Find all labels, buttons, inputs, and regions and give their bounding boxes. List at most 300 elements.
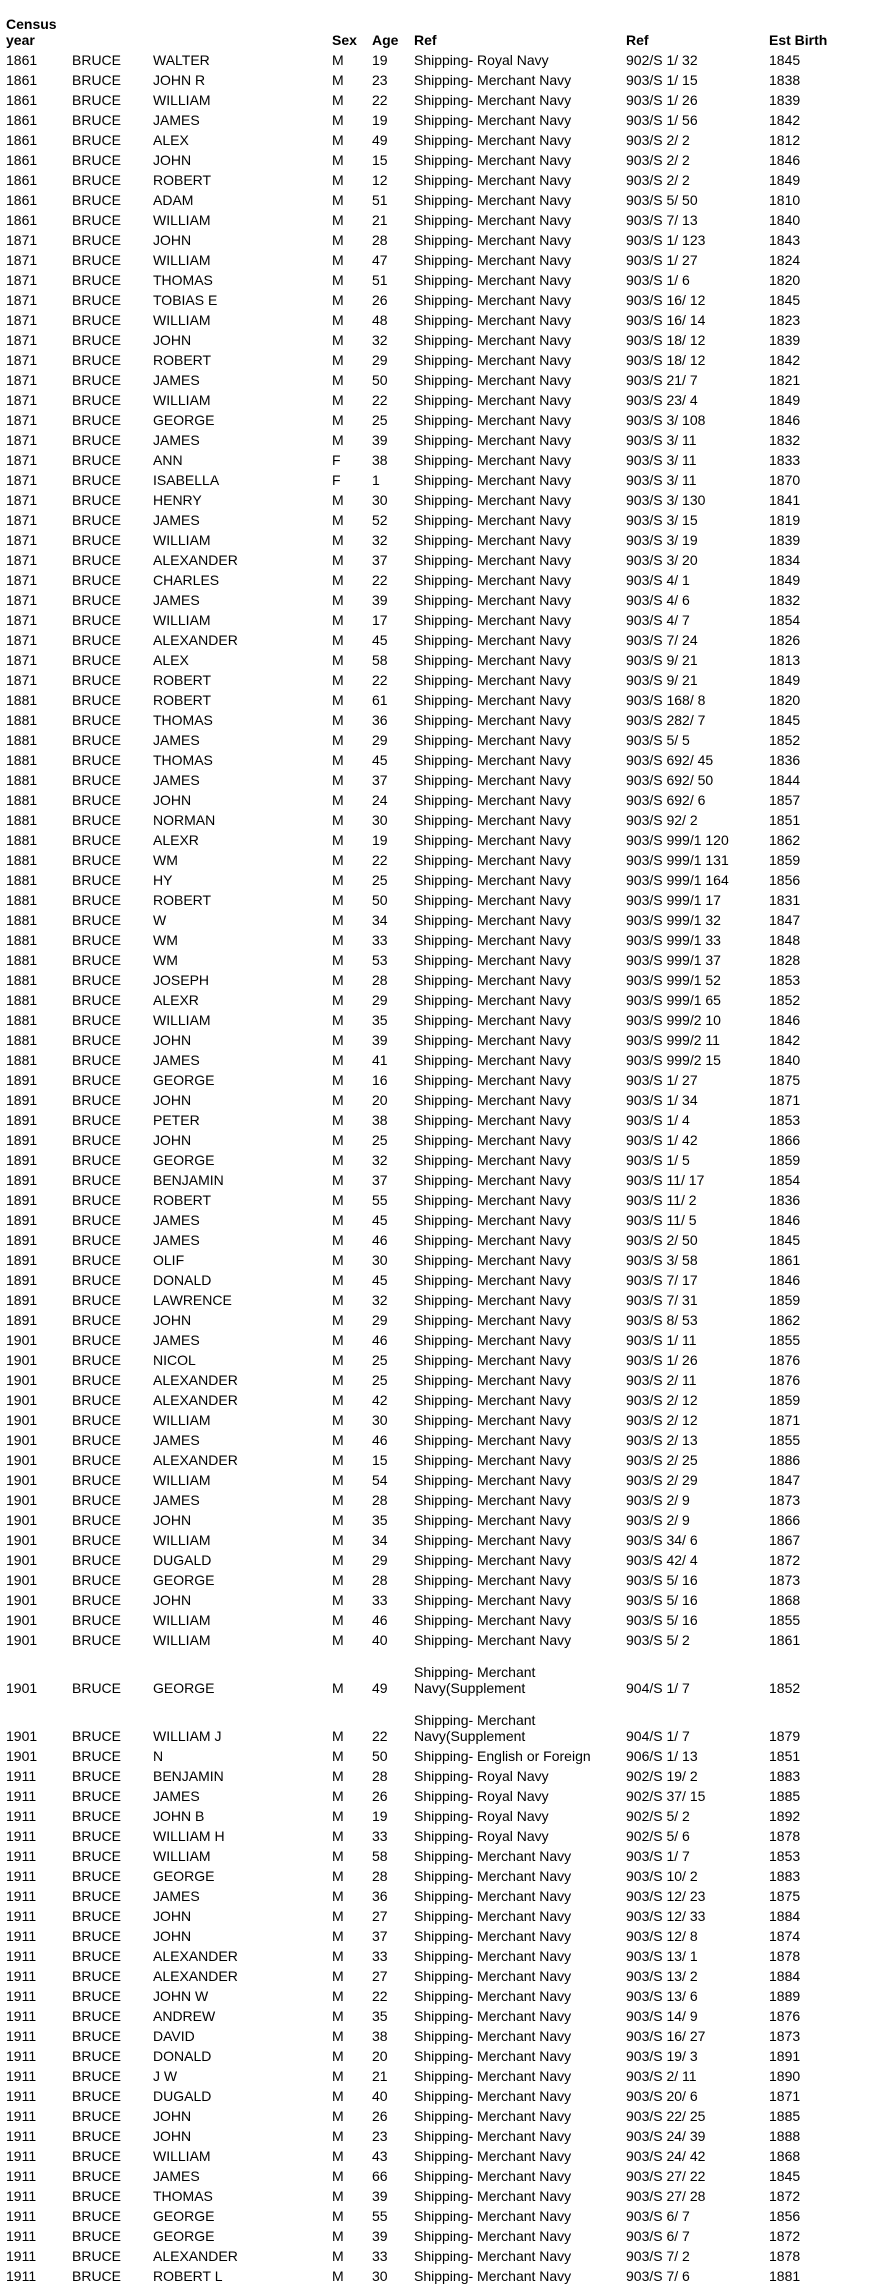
cell-est-birth: 1831 bbox=[769, 892, 801, 908]
cell-sex: M bbox=[332, 672, 344, 688]
cell-ref: 903/S 2/ 9 bbox=[626, 1492, 690, 1508]
cell-year: 1871 bbox=[6, 512, 38, 528]
cell-ref: 903/S 999/2 15 bbox=[626, 1052, 721, 1068]
cell-est-birth: 1847 bbox=[769, 1472, 801, 1488]
cell-forename: ALEXR bbox=[153, 992, 199, 1008]
cell-est-birth: 1881 bbox=[769, 2268, 801, 2284]
cell-age: 23 bbox=[372, 72, 388, 88]
cell-ref: 903/S 1/ 42 bbox=[626, 1132, 698, 1148]
cell-surname: BRUCE bbox=[72, 812, 122, 828]
cell-age: 33 bbox=[372, 1828, 388, 1844]
cell-forename: WILLIAM bbox=[153, 1612, 211, 1628]
cell-age: 38 bbox=[372, 1112, 388, 1128]
cell-occupation: Shipping- Merchant Navy bbox=[414, 1032, 572, 1048]
cell-ref: 903/S 3/ 19 bbox=[626, 532, 698, 548]
cell-age: 19 bbox=[372, 52, 388, 68]
cell-sex: M bbox=[332, 412, 344, 428]
cell-forename: NORMAN bbox=[153, 812, 216, 828]
cell-occupation: Shipping- Merchant Navy bbox=[414, 1592, 572, 1608]
cell-ref: 903/S 999/1 164 bbox=[626, 872, 729, 888]
cell-ref: 903/S 5/ 16 bbox=[626, 1572, 698, 1588]
cell-forename: JOHN W bbox=[153, 1988, 209, 2004]
cell-surname: BRUCE bbox=[72, 1412, 122, 1428]
cell-age: 40 bbox=[372, 2088, 388, 2104]
cell-surname: BRUCE bbox=[72, 1928, 122, 1944]
cell-occupation: Shipping- Merchant Navy bbox=[414, 2008, 572, 2024]
cell-sex: M bbox=[332, 1680, 344, 1696]
cell-year: 1891 bbox=[6, 1232, 38, 1248]
cell-est-birth: 1855 bbox=[769, 1612, 801, 1628]
cell-ref: 903/S 3/ 58 bbox=[626, 1252, 698, 1268]
census-table-body bbox=[6, 48, 876, 2284]
cell-occupation: Shipping- Merchant Navy bbox=[414, 1232, 572, 1248]
cell-age: 21 bbox=[372, 212, 388, 228]
cell-surname: BRUCE bbox=[72, 1252, 122, 1268]
cell-surname: BRUCE bbox=[72, 992, 122, 1008]
cell-forename: JOHN bbox=[153, 2128, 192, 2144]
table-row bbox=[6, 1408, 876, 1428]
cell-year: 1881 bbox=[6, 732, 38, 748]
cell-age: 19 bbox=[372, 832, 388, 848]
cell-sex: M bbox=[332, 1948, 344, 1964]
cell-ref: 903/S 1/ 27 bbox=[626, 252, 698, 268]
cell-ref: 903/S 24/ 39 bbox=[626, 2128, 706, 2144]
cell-ref: 903/S 999/1 52 bbox=[626, 972, 721, 988]
cell-occupation: Shipping- Merchant Navy bbox=[414, 352, 572, 368]
cell-surname: BRUCE bbox=[72, 1592, 122, 1608]
cell-forename: JAMES bbox=[153, 772, 200, 788]
cell-surname: BRUCE bbox=[72, 1512, 122, 1528]
cell-sex: M bbox=[332, 912, 344, 928]
cell-sex: M bbox=[332, 952, 344, 968]
table-row bbox=[6, 1628, 876, 1648]
cell-forename: WILLIAM bbox=[153, 1012, 211, 1028]
cell-sex: M bbox=[332, 2268, 344, 2284]
cell-year: 1911 bbox=[6, 2248, 37, 2264]
cell-forename: WILLIAM bbox=[153, 1412, 211, 1428]
cell-year: 1871 bbox=[6, 492, 38, 508]
cell-est-birth: 1810 bbox=[769, 192, 801, 208]
cell-occupation: Shipping- Merchant Navy bbox=[414, 2048, 572, 2064]
cell-age: 30 bbox=[372, 492, 388, 508]
cell-ref: 903/S 2/ 12 bbox=[626, 1392, 698, 1408]
cell-age: 27 bbox=[372, 1908, 388, 1924]
cell-year: 1861 bbox=[6, 212, 38, 228]
cell-sex: M bbox=[332, 892, 344, 908]
cell-age: 22 bbox=[372, 852, 388, 868]
cell-year: 1871 bbox=[6, 292, 38, 308]
cell-year: 1911 bbox=[6, 1888, 37, 1904]
cell-occupation: Shipping- Merchant Navy bbox=[414, 2128, 572, 2144]
cell-ref: 902/S 19/ 2 bbox=[626, 1768, 698, 1784]
cell-forename: ROBERT bbox=[153, 692, 212, 708]
cell-year: 1911 bbox=[6, 2168, 37, 2184]
cell-year: 1911 bbox=[6, 2268, 37, 2284]
table-row bbox=[6, 1468, 876, 1488]
cell-age: 22 bbox=[372, 392, 388, 408]
cell-forename: GEORGE bbox=[153, 2228, 215, 2244]
cell-occupation: Shipping- Merchant Navy bbox=[414, 2188, 572, 2204]
cell-occupation: Shipping- Merchant Navy bbox=[414, 952, 572, 968]
cell-sex: M bbox=[332, 232, 344, 248]
cell-age: 22 bbox=[372, 92, 388, 108]
cell-forename: WILLIAM bbox=[153, 1532, 211, 1548]
cell-sex: M bbox=[332, 2008, 344, 2024]
cell-surname: BRUCE bbox=[72, 772, 122, 788]
table-row bbox=[6, 1904, 876, 1924]
cell-forename: DUGALD bbox=[153, 1552, 212, 1568]
cell-age: 58 bbox=[372, 652, 388, 668]
cell-year: 1911 bbox=[6, 2028, 37, 2044]
cell-age: 61 bbox=[372, 692, 388, 708]
cell-year: 1891 bbox=[6, 1152, 38, 1168]
cell-year: 1891 bbox=[6, 1212, 38, 1228]
cell-age: 36 bbox=[372, 1888, 388, 1904]
table-row bbox=[6, 1388, 876, 1408]
cell-occupation: Shipping- Merchant Navy bbox=[414, 2068, 572, 2084]
cell-age: 41 bbox=[372, 1052, 388, 1068]
table-row bbox=[6, 888, 876, 908]
table-row bbox=[6, 1328, 876, 1348]
cell-year: 1901 bbox=[6, 1452, 38, 1468]
cell-year: 1911 bbox=[6, 1848, 37, 1864]
cell-sex: M bbox=[332, 1152, 344, 1168]
cell-occupation: Shipping- Merchant Navy bbox=[414, 1512, 572, 1528]
cell-forename: WALTER bbox=[153, 52, 210, 68]
cell-surname: BRUCE bbox=[72, 832, 122, 848]
cell-est-birth: 1851 bbox=[769, 1748, 801, 1764]
cell-age: 20 bbox=[372, 1092, 388, 1108]
cell-year: 1861 bbox=[6, 132, 38, 148]
cell-occupation: Shipping- Merchant Navy bbox=[414, 972, 572, 988]
table-row bbox=[6, 1348, 876, 1368]
cell-surname: BRUCE bbox=[72, 1680, 122, 1696]
table-row bbox=[6, 1548, 876, 1568]
table-row bbox=[6, 448, 876, 468]
cell-year: 1901 bbox=[6, 1532, 38, 1548]
table-row bbox=[6, 408, 876, 428]
cell-sex: M bbox=[332, 2228, 344, 2244]
cell-est-birth: 1872 bbox=[769, 2188, 801, 2204]
cell-age: 46 bbox=[372, 1332, 388, 1348]
table-row bbox=[6, 608, 876, 628]
cell-sex: M bbox=[332, 992, 344, 1008]
cell-ref: 903/S 2/ 50 bbox=[626, 1232, 698, 1248]
table-row bbox=[6, 1764, 876, 1784]
cell-sex: M bbox=[332, 1988, 344, 2004]
cell-est-birth: 1855 bbox=[769, 1432, 801, 1448]
cell-ref: 903/S 7/ 2 bbox=[626, 2248, 690, 2264]
cell-forename: JAMES bbox=[153, 592, 200, 608]
cell-ref: 903/S 16/ 12 bbox=[626, 292, 706, 308]
cell-forename: ROBERT bbox=[153, 172, 212, 188]
cell-ref: 903/S 2/ 2 bbox=[626, 172, 690, 188]
cell-sex: M bbox=[332, 152, 344, 168]
cell-occupation: Shipping- Merchant Navy bbox=[414, 1172, 572, 1188]
cell-occupation: Shipping- Royal Navy bbox=[414, 1828, 549, 1844]
cell-surname: BRUCE bbox=[72, 1948, 122, 1964]
cell-year: 1911 bbox=[6, 1868, 37, 1884]
cell-year: 1901 bbox=[6, 1572, 38, 1588]
cell-est-birth: 1884 bbox=[769, 1968, 801, 1984]
cell-forename: JOSEPH bbox=[153, 972, 210, 988]
cell-ref: 903/S 11/ 17 bbox=[626, 1172, 705, 1188]
cell-sex: M bbox=[332, 572, 344, 588]
cell-occupation: Shipping- Merchant Navy bbox=[414, 1292, 572, 1308]
cell-sex: M bbox=[332, 1252, 344, 1268]
table-row bbox=[6, 1308, 876, 1328]
cell-forename: W bbox=[153, 912, 167, 928]
cell-age: 22 bbox=[372, 1728, 388, 1744]
cell-occupation: Shipping- Merchant Navy bbox=[414, 1868, 572, 1884]
cell-forename: NICOL bbox=[153, 1352, 196, 1368]
cell-est-birth: 1885 bbox=[769, 1788, 801, 1804]
cell-year: 1901 bbox=[6, 1612, 38, 1628]
cell-sex: M bbox=[332, 2188, 344, 2204]
cell-age: 20 bbox=[372, 2048, 388, 2064]
table-row bbox=[6, 428, 876, 448]
cell-age: 32 bbox=[372, 532, 388, 548]
cell-forename: BENJAMIN bbox=[153, 1768, 224, 1784]
table-row bbox=[6, 1744, 876, 1764]
cell-ref: 903/S 4/ 1 bbox=[626, 572, 690, 588]
cell-forename: JOHN bbox=[153, 792, 192, 808]
cell-forename: WILLIAM bbox=[153, 1472, 211, 1488]
cell-ref: 903/S 999/1 32 bbox=[626, 912, 721, 928]
cell-forename: THOMAS bbox=[153, 2188, 213, 2204]
cell-year: 1871 bbox=[6, 632, 38, 648]
cell-ref: 903/S 13/ 2 bbox=[626, 1968, 698, 1984]
cell-occupation: Shipping- Merchant Navy bbox=[414, 1432, 572, 1448]
cell-est-birth: 1849 bbox=[769, 392, 801, 408]
cell-sex: M bbox=[332, 1512, 344, 1528]
cell-forename: GEORGE bbox=[153, 2208, 215, 2224]
cell-forename: GEORGE bbox=[153, 412, 215, 428]
cell-est-birth: 1852 bbox=[769, 1680, 801, 1696]
cell-sex: M bbox=[332, 1748, 344, 1764]
table-row bbox=[6, 1428, 876, 1448]
cell-occupation: Shipping- Merchant Navy bbox=[414, 832, 572, 848]
cell-surname: BRUCE bbox=[72, 432, 122, 448]
cell-forename: ALEXANDER bbox=[153, 632, 238, 648]
cell-occupation: Shipping- Merchant Navy(Supplement bbox=[414, 1712, 536, 1744]
cell-year: 1881 bbox=[6, 752, 38, 768]
cell-est-birth: 1853 bbox=[769, 972, 801, 988]
table-row bbox=[6, 1508, 876, 1528]
table-row bbox=[6, 648, 876, 668]
cell-occupation: Shipping- Merchant Navy bbox=[414, 532, 572, 548]
cell-age: 55 bbox=[372, 1192, 388, 1208]
cell-est-birth: 1879 bbox=[769, 1728, 801, 1744]
cell-sex: M bbox=[332, 1412, 344, 1428]
cell-forename: WILLIAM bbox=[153, 212, 211, 228]
cell-forename: OLIF bbox=[153, 1252, 185, 1268]
cell-surname: BRUCE bbox=[72, 712, 122, 728]
cell-sex: M bbox=[332, 2088, 344, 2104]
table-row bbox=[6, 628, 876, 648]
cell-occupation: Shipping- Merchant Navy bbox=[414, 2108, 572, 2124]
cell-surname: BRUCE bbox=[72, 1848, 122, 1864]
cell-occupation: Shipping- Merchant Navy bbox=[414, 1908, 572, 1924]
table-row bbox=[6, 2064, 876, 2084]
cell-surname: BRUCE bbox=[72, 1968, 122, 1984]
cell-ref: 903/S 2/ 25 bbox=[626, 1452, 698, 1468]
cell-ref: 903/S 7/ 6 bbox=[626, 2268, 690, 2284]
table-row bbox=[6, 728, 876, 748]
cell-est-birth: 1826 bbox=[769, 632, 801, 648]
cell-est-birth: 1838 bbox=[769, 72, 801, 88]
cell-est-birth: 1812 bbox=[769, 132, 801, 148]
cell-age: 37 bbox=[372, 1172, 388, 1188]
cell-occupation: Shipping- Royal Navy bbox=[414, 1808, 549, 1824]
cell-year: 1881 bbox=[6, 912, 38, 928]
cell-surname: BRUCE bbox=[72, 352, 122, 368]
cell-est-birth: 1868 bbox=[769, 1592, 801, 1608]
cell-ref: 903/S 20/ 6 bbox=[626, 2088, 698, 2104]
cell-surname: BRUCE bbox=[72, 1728, 122, 1744]
cell-surname: BRUCE bbox=[72, 1152, 122, 1168]
cell-sex: M bbox=[332, 2048, 344, 2064]
cell-age: 45 bbox=[372, 1212, 388, 1228]
cell-occupation: Shipping- Merchant Navy bbox=[414, 152, 572, 168]
cell-est-birth: 1841 bbox=[769, 492, 801, 508]
cell-sex: M bbox=[332, 1788, 344, 1804]
cell-ref: 903/S 21/ 7 bbox=[626, 372, 698, 388]
cell-sex: M bbox=[332, 1172, 344, 1188]
cell-est-birth: 1872 bbox=[769, 1552, 801, 1568]
cell-year: 1901 bbox=[6, 1432, 38, 1448]
cell-occupation: Shipping- Merchant Navy bbox=[414, 772, 572, 788]
table-row bbox=[6, 1588, 876, 1608]
cell-est-birth: 1857 bbox=[769, 792, 801, 808]
cell-est-birth: 1852 bbox=[769, 732, 801, 748]
cell-est-birth: 1862 bbox=[769, 1312, 801, 1328]
cell-occupation: Shipping- Merchant Navy bbox=[414, 1012, 572, 1028]
table-row bbox=[6, 1784, 876, 1804]
table-row bbox=[6, 1608, 876, 1628]
cell-forename: LAWRENCE bbox=[153, 1292, 232, 1308]
cell-est-birth: 1885 bbox=[769, 2108, 801, 2124]
cell-est-birth: 1859 bbox=[769, 1292, 801, 1308]
cell-age: 28 bbox=[372, 1572, 388, 1588]
cell-ref: 904/S 1/ 7 bbox=[626, 1728, 690, 1744]
cell-est-birth: 1843 bbox=[769, 232, 801, 248]
cell-surname: BRUCE bbox=[72, 1352, 122, 1368]
cell-ref: 903/S 999/1 120 bbox=[626, 832, 729, 848]
cell-sex: M bbox=[332, 1928, 344, 1944]
cell-forename: TOBIAS E bbox=[153, 292, 218, 308]
header-census-year-line2: year bbox=[6, 32, 35, 48]
table-row bbox=[6, 1964, 876, 1984]
cell-ref: 903/S 16/ 27 bbox=[626, 2028, 706, 2044]
cell-year: 1881 bbox=[6, 692, 38, 708]
cell-surname: BRUCE bbox=[72, 152, 122, 168]
cell-est-birth: 1878 bbox=[769, 1948, 801, 1964]
cell-sex: M bbox=[332, 1572, 344, 1588]
cell-year: 1911 bbox=[6, 1968, 37, 1984]
cell-sex: M bbox=[332, 1632, 344, 1648]
cell-forename: ISABELLA bbox=[153, 472, 220, 488]
cell-forename: GEORGE bbox=[153, 1072, 215, 1088]
cell-age: 30 bbox=[372, 2268, 388, 2284]
cell-ref: 903/S 34/ 6 bbox=[626, 1532, 698, 1548]
cell-est-birth: 1846 bbox=[769, 1272, 801, 1288]
cell-ref: 903/S 12/ 23 bbox=[626, 1888, 706, 1904]
cell-forename: JOHN bbox=[153, 1032, 192, 1048]
cell-est-birth: 1853 bbox=[769, 1112, 801, 1128]
cell-est-birth: 1854 bbox=[769, 612, 801, 628]
cell-forename: WM bbox=[153, 852, 178, 868]
cell-est-birth: 1846 bbox=[769, 152, 801, 168]
table-row bbox=[6, 1128, 876, 1148]
cell-sex: M bbox=[332, 1808, 344, 1824]
cell-forename: GEORGE bbox=[153, 1572, 215, 1588]
cell-ref: 903/S 1/ 11 bbox=[626, 1332, 697, 1348]
cell-ref: 903/S 18/ 12 bbox=[626, 352, 706, 368]
table-row bbox=[6, 1248, 876, 1268]
cell-year: 1911 bbox=[6, 2188, 37, 2204]
table-row bbox=[6, 568, 876, 588]
cell-occupation: Shipping- Merchant Navy bbox=[414, 392, 572, 408]
table-row bbox=[6, 2184, 876, 2204]
cell-age: 37 bbox=[372, 1928, 388, 1944]
cell-forename: JOHN bbox=[153, 2108, 192, 2124]
cell-surname: BRUCE bbox=[72, 112, 122, 128]
cell-sex: M bbox=[332, 772, 344, 788]
cell-year: 1871 bbox=[6, 572, 38, 588]
cell-ref: 903/S 3/ 11 bbox=[626, 472, 697, 488]
cell-sex: M bbox=[332, 92, 344, 108]
cell-surname: BRUCE bbox=[72, 1988, 122, 2004]
cell-forename: WILLIAM bbox=[153, 1848, 211, 1864]
cell-age: 25 bbox=[372, 872, 388, 888]
cell-surname: BRUCE bbox=[72, 952, 122, 968]
cell-age: 1 bbox=[372, 472, 380, 488]
cell-sex: M bbox=[332, 1312, 344, 1328]
cell-ref: 903/S 999/1 65 bbox=[626, 992, 721, 1008]
cell-est-birth: 1824 bbox=[769, 252, 801, 268]
cell-year: 1861 bbox=[6, 112, 38, 128]
cell-est-birth: 1861 bbox=[769, 1632, 801, 1648]
cell-year: 1881 bbox=[6, 872, 38, 888]
cell-sex: M bbox=[332, 532, 344, 548]
cell-age: 29 bbox=[372, 732, 388, 748]
cell-est-birth: 1871 bbox=[769, 1092, 801, 1108]
cell-forename: JAMES bbox=[153, 512, 200, 528]
table-row bbox=[6, 2144, 876, 2164]
cell-forename: ALEXANDER bbox=[153, 1392, 238, 1408]
cell-forename: ROBERT bbox=[153, 672, 212, 688]
cell-year: 1871 bbox=[6, 352, 38, 368]
cell-sex: M bbox=[332, 392, 344, 408]
cell-year: 1861 bbox=[6, 92, 38, 108]
table-row bbox=[6, 2224, 876, 2244]
cell-occupation: Shipping- Merchant Navy bbox=[414, 1632, 572, 1648]
table-row bbox=[6, 1208, 876, 1228]
cell-age: 12 bbox=[372, 172, 388, 188]
cell-year: 1871 bbox=[6, 532, 38, 548]
cell-ref: 903/S 1/ 56 bbox=[626, 112, 698, 128]
cell-forename: JAMES bbox=[153, 1052, 200, 1068]
cell-year: 1861 bbox=[6, 172, 38, 188]
cell-est-birth: 1859 bbox=[769, 1152, 801, 1168]
cell-year: 1911 bbox=[6, 1808, 37, 1824]
cell-sex: M bbox=[332, 1532, 344, 1548]
cell-age: 33 bbox=[372, 2248, 388, 2264]
cell-surname: BRUCE bbox=[72, 1632, 122, 1648]
header-census-year bbox=[6, 0, 72, 48]
cell-sex: M bbox=[332, 352, 344, 368]
